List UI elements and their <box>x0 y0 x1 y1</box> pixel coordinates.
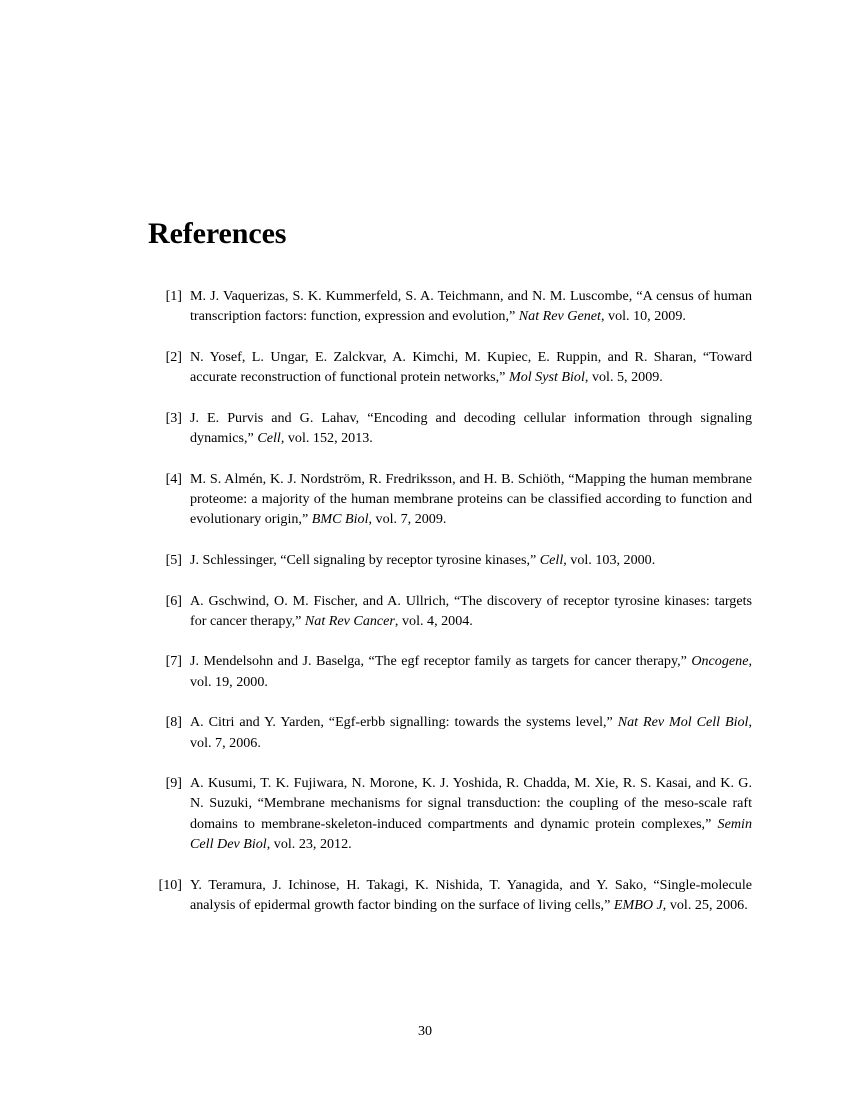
reference-entry <box>146 712 752 752</box>
reference-entry <box>146 591 752 631</box>
reference-text: N. Yosef, L. Ungar, E. Zalckvar, A. Kimchi, M. Kupiec, E. Ruppin, and R. Sharan, “Toward accurate reconstruction of functional protein networks,” Mol Syst Biol, vol. 5, 2009. <box>190 348 752 386</box>
reference-entry <box>146 286 752 326</box>
reference-number: [1] <box>165 288 182 304</box>
reference-text: J. Schlessinger, “Cell signaling by receptor tyrosine kinases,” Cell, vol. 103, 2000. <box>190 551 656 568</box>
reference-entry <box>146 773 752 854</box>
reference-number: [7] <box>165 653 182 670</box>
reference-number: [8] <box>165 714 182 731</box>
reference-text: J. E. Purvis and G. Lahav, “Encoding and decoding cellular information through signaling dynamics,” Cell, vol. 152, 2013. <box>190 409 752 447</box>
reference-number: [9] <box>165 775 182 792</box>
reference-entry <box>146 550 752 570</box>
reference-entry <box>146 651 752 691</box>
reference-entry <box>146 408 752 448</box>
reference-entry <box>146 469 752 530</box>
reference-text: Y. Teramura, J. Ichinose, H. Takagi, K. Nishida, T. Yanagida, and Y. Sako, “Single-molecule analysis of epidermal growth factor binding on the surface of living cells,” EMBO J, vol. 25, 2006. <box>190 876 752 913</box>
reference-text: J. Mendelsohn and J. Baselga, “The egf receptor family as targets for cancer therapy,” Oncogene, vol. 19, 2000. <box>190 653 752 690</box>
reference-number: [5] <box>165 551 182 568</box>
page-title: References <box>148 217 287 251</box>
reference-text: M. S. Almén, K. J. Nordström, R. Fredriksson, and H. B. Schiöth, “Mapping the human membrane proteome: a majority of the human membrane proteins can be classified according to function and evolutionary origin,” BMC Biol, vol. 7, 2009. <box>190 470 752 528</box>
reference-list <box>146 286 752 915</box>
reference-text: A. Gschwind, O. M. Fischer, and A. Ullrich, “The discovery of receptor tyrosine kinases: targets for cancer therapy,” Nat Rev Cancer, vol. 4, 2004. <box>190 592 752 629</box>
reference-text: M. J. Vaquerizas, S. K. Kummerfeld, S. A. Teichmann, and N. M. Luscombe, “A census of human transcription factors: function, expression and evolution,” Nat Rev Genet, vol. 10, 2009. <box>190 288 752 325</box>
reference-number: [3] <box>165 409 182 426</box>
reference-number: [4] <box>165 470 182 487</box>
reference-text: A. Citri and Y. Yarden, “Egf-erbb signalling: towards the systems level,” Nat Rev Mol Cell Biol, vol. 7, 2006. <box>190 714 752 751</box>
reference-text: A. Kusumi, T. K. Fujiwara, N. Morone, K. J. Yoshida, R. Chadda, M. Xie, R. S. Kasai, and K. G. N. Suzuki, “Membrane mechanisms for signal transduction: the coupling of the meso-scale raft domains to membrane-skeleton-induced compartments and dynamic protein complexes,” Semin Cell Dev Biol, vol. 23, 2012. <box>190 775 752 852</box>
page-number: 30 <box>417 1023 433 1039</box>
reference-entry <box>146 875 752 915</box>
reference-number: [6] <box>165 592 182 609</box>
reference-number: [10] <box>158 876 182 893</box>
reference-number: [2] <box>165 348 182 365</box>
reference-entry <box>146 347 752 387</box>
